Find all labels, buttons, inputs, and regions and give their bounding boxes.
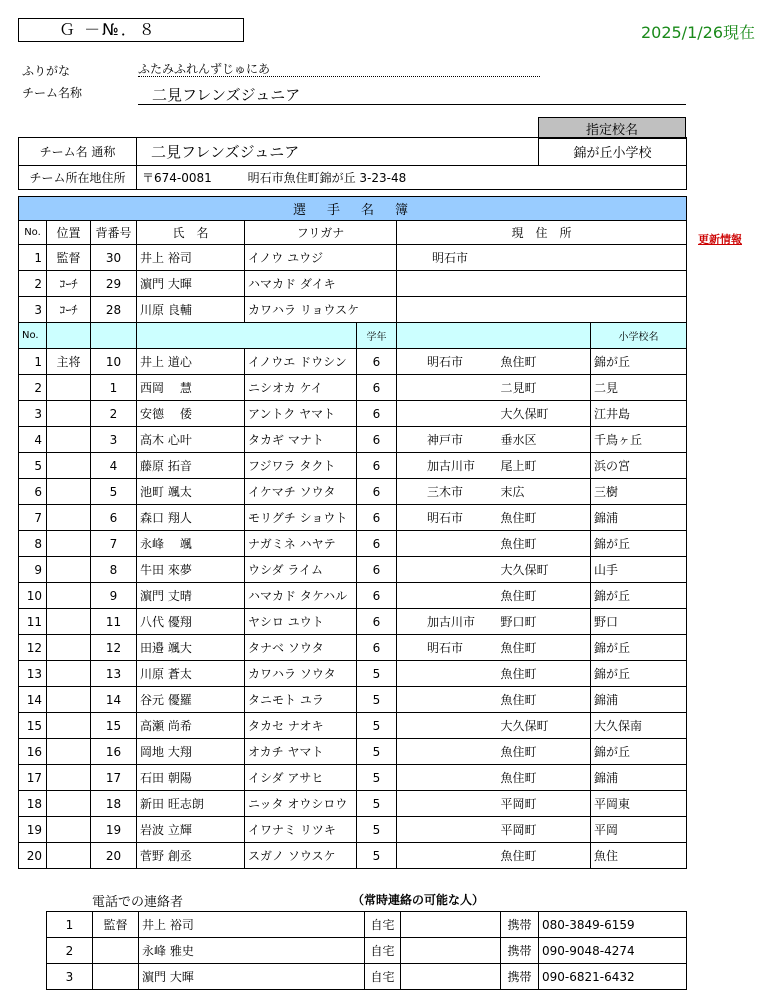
player-jersey[interactable]: 5 xyxy=(91,479,137,505)
col-position: 位置 xyxy=(47,221,91,245)
contact-row xyxy=(47,964,687,990)
staff-address[interactable] xyxy=(397,271,687,297)
player-city[interactable]: 明石市 xyxy=(397,635,497,661)
player-kana[interactable]: カワハラ ソウタ xyxy=(245,661,357,687)
player-name[interactable]: 石田 朝陽 xyxy=(137,765,245,791)
player-name[interactable]: 安德 倭 xyxy=(137,401,245,427)
player-no: 20 xyxy=(19,843,47,869)
player-school[interactable]: 千鳥ヶ丘 xyxy=(591,427,687,453)
player-no: 1 xyxy=(19,349,47,375)
contact-home-label: 自宅 xyxy=(365,938,401,964)
player-town[interactable]: 魚住町 xyxy=(497,661,591,687)
player-no: 7 xyxy=(19,505,47,531)
player-jersey[interactable]: 6 xyxy=(91,505,137,531)
player-grade[interactable]: 5 xyxy=(357,843,397,869)
staff-position[interactable]: ｺｰﾁ xyxy=(47,271,91,297)
col-address: 現 住 所 xyxy=(397,221,687,245)
player-city[interactable]: 加古川市 xyxy=(397,609,497,635)
player-kana[interactable]: イワナミ リツキ xyxy=(245,817,357,843)
player-no: 12 xyxy=(19,635,47,661)
player-town[interactable]: 魚住町 xyxy=(497,505,591,531)
player-position[interactable] xyxy=(47,635,91,661)
player-no: 9 xyxy=(19,557,47,583)
contact-role[interactable]: 監督 xyxy=(93,912,139,938)
player-kana[interactable]: ウシダ ライム xyxy=(245,557,357,583)
col2-position xyxy=(47,323,91,349)
team-name-label: チーム名称 xyxy=(22,86,83,100)
player-town[interactable]: 野口町 xyxy=(497,609,591,635)
player-city[interactable] xyxy=(397,713,497,739)
player-kana[interactable]: タナベ ソウタ xyxy=(245,635,357,661)
player-name[interactable]: 森口 翔人 xyxy=(137,505,245,531)
player-no: 15 xyxy=(19,713,47,739)
player-grade[interactable]: 5 xyxy=(357,791,397,817)
player-town[interactable]: 魚住町 xyxy=(497,739,591,765)
player-row xyxy=(19,765,687,791)
player-grade[interactable]: 6 xyxy=(357,583,397,609)
player-no: 2 xyxy=(19,375,47,401)
team-common-value[interactable]: 二見フレンズジュニア xyxy=(137,138,539,166)
contacts-title: 電話での連絡者 xyxy=(92,895,184,910)
player-city[interactable]: 明石市 xyxy=(397,349,497,375)
player-town[interactable]: 大久保町 xyxy=(497,713,591,739)
player-position[interactable] xyxy=(47,479,91,505)
player-school[interactable]: 錦が丘 xyxy=(591,739,687,765)
player-position[interactable] xyxy=(47,713,91,739)
furigana-field[interactable] xyxy=(138,60,540,77)
player-school[interactable]: 錦が丘 xyxy=(591,583,687,609)
player-position[interactable] xyxy=(47,453,91,479)
player-name[interactable]: 永峰 颯 xyxy=(137,531,245,557)
player-school[interactable]: 大久保南 xyxy=(591,713,687,739)
player-jersey[interactable]: 18 xyxy=(91,791,137,817)
player-position[interactable] xyxy=(47,661,91,687)
player-grade[interactable]: 6 xyxy=(357,557,397,583)
col-jersey: 背番号 xyxy=(91,221,137,245)
player-no: 4 xyxy=(19,427,47,453)
player-grade[interactable]: 6 xyxy=(357,531,397,557)
player-jersey[interactable]: 19 xyxy=(91,817,137,843)
player-no: 11 xyxy=(19,609,47,635)
contact-name[interactable]: 井上 裕司 xyxy=(139,912,365,938)
address-value: 明石市魚住町錦が丘 3-23-48 xyxy=(247,171,407,185)
player-jersey[interactable]: 15 xyxy=(91,713,137,739)
player-town[interactable]: 魚住町 xyxy=(497,843,591,869)
contact-home-label: 自宅 xyxy=(365,964,401,990)
player-town[interactable]: 尾上町 xyxy=(497,453,591,479)
player-school[interactable]: 錦が丘 xyxy=(591,635,687,661)
player-jersey[interactable]: 8 xyxy=(91,557,137,583)
player-no: 3 xyxy=(19,401,47,427)
player-position[interactable] xyxy=(47,609,91,635)
player-name[interactable]: 田邉 颯大 xyxy=(137,635,245,661)
player-town[interactable]: 魚住町 xyxy=(497,531,591,557)
player-kana[interactable]: モリグチ ショウト xyxy=(245,505,357,531)
player-row xyxy=(19,531,687,557)
player-city[interactable]: 三木市 xyxy=(397,479,497,505)
player-position[interactable] xyxy=(47,583,91,609)
player-school[interactable]: 錦浦 xyxy=(591,505,687,531)
address-cell[interactable] xyxy=(137,166,687,190)
player-name[interactable]: 池町 颯太 xyxy=(137,479,245,505)
g-number-box: Ｇ －№．８ xyxy=(18,18,244,42)
player-position[interactable] xyxy=(47,791,91,817)
contact-mobile-label: 携帯 xyxy=(501,964,539,990)
player-city[interactable] xyxy=(397,843,497,869)
player-row xyxy=(19,817,687,843)
player-school[interactable]: 山手 xyxy=(591,557,687,583)
col-name: 氏 名 xyxy=(137,221,245,245)
furigana-value: ふたみふれんずじゅにあ xyxy=(138,62,271,76)
col2-name xyxy=(137,323,357,349)
player-school[interactable]: 錦が丘 xyxy=(591,531,687,557)
player-school[interactable]: 魚住 xyxy=(591,843,687,869)
designated-school-value[interactable]: 錦が丘小学校 xyxy=(539,138,687,166)
player-row xyxy=(19,427,687,453)
player-grade[interactable]: 5 xyxy=(357,661,397,687)
player-school[interactable]: 錦が丘 xyxy=(591,661,687,687)
player-grade[interactable]: 5 xyxy=(357,687,397,713)
player-town[interactable]: 魚住町 xyxy=(497,635,591,661)
player-jersey[interactable]: 10 xyxy=(91,349,137,375)
team-name-value: 二見フレンズジュニア xyxy=(152,86,301,104)
player-no: 14 xyxy=(19,687,47,713)
player-position[interactable] xyxy=(47,687,91,713)
player-town[interactable]: 二見町 xyxy=(497,375,591,401)
contact-home-number[interactable] xyxy=(401,912,501,938)
player-name[interactable]: 高瀬 尚希 xyxy=(137,713,245,739)
player-jersey[interactable]: 14 xyxy=(91,687,137,713)
player-position[interactable] xyxy=(47,739,91,765)
player-kana[interactable]: ハマカド タケハル xyxy=(245,583,357,609)
designated-school-label: 指定校名 xyxy=(539,118,686,139)
player-name[interactable]: 菅野 創丞 xyxy=(137,843,245,869)
player-kana[interactable]: アントク ヤマト xyxy=(245,401,357,427)
contact-mobile-label: 携帯 xyxy=(501,912,539,938)
contact-home-number[interactable] xyxy=(401,964,501,990)
player-school[interactable]: 平岡 xyxy=(591,817,687,843)
contact-no: 3 xyxy=(47,964,93,990)
contact-row xyxy=(47,938,687,964)
player-grade[interactable]: 6 xyxy=(357,375,397,401)
player-name[interactable]: 濵門 丈晴 xyxy=(137,583,245,609)
staff-name[interactable]: 井上 裕司 xyxy=(137,245,245,271)
player-name[interactable]: 牛田 來夢 xyxy=(137,557,245,583)
player-position[interactable] xyxy=(47,843,91,869)
player-kana[interactable]: ニッタ オウシロウ xyxy=(245,791,357,817)
player-jersey[interactable]: 17 xyxy=(91,765,137,791)
contact-role[interactable] xyxy=(93,964,139,990)
player-school[interactable]: 浜の宮 xyxy=(591,453,687,479)
player-row xyxy=(19,739,687,765)
player-jersey[interactable]: 3 xyxy=(91,427,137,453)
player-city[interactable]: 神戸市 xyxy=(397,427,497,453)
player-name[interactable]: 川原 蒼太 xyxy=(137,661,245,687)
player-city[interactable] xyxy=(397,531,497,557)
player-kana[interactable]: フジワラ タクト xyxy=(245,453,357,479)
player-name[interactable]: 藤原 拓音 xyxy=(137,453,245,479)
player-kana[interactable]: イノウエ ドウシン xyxy=(245,349,357,375)
postal-code: 〒674-0081 xyxy=(142,171,212,185)
player-kana[interactable]: イケマチ ソウタ xyxy=(245,479,357,505)
player-name[interactable]: 八代 優翔 xyxy=(137,609,245,635)
player-kana[interactable]: スガノ ソウスケ xyxy=(245,843,357,869)
player-school[interactable]: 錦浦 xyxy=(591,765,687,791)
player-jersey[interactable]: 4 xyxy=(91,453,137,479)
player-school[interactable]: 三樹 xyxy=(591,479,687,505)
player-kana[interactable]: ニシオカ ケイ xyxy=(245,375,357,401)
player-kana[interactable]: タカセ ナオキ xyxy=(245,713,357,739)
staff-jersey[interactable]: 30 xyxy=(91,245,137,271)
player-position[interactable] xyxy=(47,427,91,453)
player-city[interactable] xyxy=(397,583,497,609)
contact-home-label: 自宅 xyxy=(365,912,401,938)
player-school[interactable]: 野口 xyxy=(591,609,687,635)
player-row xyxy=(19,557,687,583)
player-town[interactable]: 魚住町 xyxy=(497,583,591,609)
as-of-date: 2025/1/26現在 xyxy=(640,23,755,42)
player-city[interactable] xyxy=(397,661,497,687)
player-row xyxy=(19,843,687,869)
contact-row xyxy=(47,912,687,938)
staff-city xyxy=(400,277,432,291)
player-grade[interactable]: 5 xyxy=(357,713,397,739)
player-name[interactable]: 岡地 大翔 xyxy=(137,739,245,765)
staff-jersey[interactable]: 28 xyxy=(91,297,137,323)
player-position[interactable] xyxy=(47,375,91,401)
player-grade[interactable]: 6 xyxy=(357,453,397,479)
player-kana[interactable]: ヤシロ ユウト xyxy=(245,609,357,635)
player-school[interactable]: 平岡東 xyxy=(591,791,687,817)
player-town[interactable]: 平岡町 xyxy=(497,817,591,843)
player-name[interactable]: 岩波 立輝 xyxy=(137,817,245,843)
player-row xyxy=(19,791,687,817)
player-kana[interactable]: タカギ マナト xyxy=(245,427,357,453)
player-city[interactable] xyxy=(397,765,497,791)
player-town[interactable]: 平岡町 xyxy=(497,791,591,817)
player-grade[interactable]: 5 xyxy=(357,817,397,843)
contact-home-number[interactable] xyxy=(401,938,501,964)
player-row xyxy=(19,401,687,427)
player-no: 10 xyxy=(19,583,47,609)
staff-address[interactable] xyxy=(397,297,687,323)
staff-position[interactable]: ｺｰﾁ xyxy=(47,297,91,323)
player-grade[interactable]: 6 xyxy=(357,349,397,375)
staff-position[interactable]: 監督 xyxy=(47,245,91,271)
player-city[interactable]: 加古川市 xyxy=(397,453,497,479)
player-town[interactable]: 魚住町 xyxy=(497,687,591,713)
staff-city: 明石市 xyxy=(432,251,469,265)
player-no: 13 xyxy=(19,661,47,687)
staff-name[interactable]: 川原 良輔 xyxy=(137,297,245,323)
contacts-table xyxy=(46,911,687,990)
player-name[interactable]: 高木 心叶 xyxy=(137,427,245,453)
player-city[interactable] xyxy=(397,557,497,583)
contact-name[interactable]: 濵門 大暉 xyxy=(139,964,365,990)
player-no: 19 xyxy=(19,817,47,843)
contact-mobile-number[interactable]: 090-9048-4274 xyxy=(539,938,687,964)
player-row xyxy=(19,505,687,531)
staff-row xyxy=(19,271,687,297)
player-no: 16 xyxy=(19,739,47,765)
designated-school-table xyxy=(538,117,686,139)
player-city[interactable]: 明石市 xyxy=(397,505,497,531)
staff-no: 2 xyxy=(19,271,47,297)
contact-mobile-number[interactable]: 080-3849-6159 xyxy=(539,912,687,938)
staff-no: 1 xyxy=(19,245,47,271)
player-row xyxy=(19,713,687,739)
contacts-note: （常時連絡の可能な人） xyxy=(352,893,485,907)
col-no: No. xyxy=(19,221,47,245)
col-kana: フリガナ xyxy=(245,221,397,245)
player-kana[interactable]: ナガミネ ハヤテ xyxy=(245,531,357,557)
player-grade[interactable]: 5 xyxy=(357,765,397,791)
col2-school: 小学校名 xyxy=(591,323,687,349)
col2-address xyxy=(397,323,591,349)
player-no: 6 xyxy=(19,479,47,505)
player-position[interactable] xyxy=(47,557,91,583)
player-row xyxy=(19,661,687,687)
player-school[interactable]: 錦が丘 xyxy=(591,349,687,375)
player-row xyxy=(19,375,687,401)
player-school[interactable]: 江井島 xyxy=(591,401,687,427)
contact-no: 2 xyxy=(47,938,93,964)
roster-title: 選 手 名 簿 xyxy=(19,197,687,221)
player-row xyxy=(19,479,687,505)
player-jersey[interactable]: 11 xyxy=(91,609,137,635)
address-label: チーム所在地住所 xyxy=(19,166,137,190)
contact-mobile-number[interactable]: 090-6821-6432 xyxy=(539,964,687,990)
contact-name[interactable]: 永峰 雅史 xyxy=(139,938,365,964)
staff-jersey[interactable]: 29 xyxy=(91,271,137,297)
player-grade[interactable]: 6 xyxy=(357,635,397,661)
staff-no: 3 xyxy=(19,297,47,323)
player-no: 8 xyxy=(19,531,47,557)
col2-no: No. xyxy=(19,323,47,349)
player-town[interactable]: 末広 xyxy=(497,479,591,505)
player-jersey[interactable]: 1 xyxy=(91,375,137,401)
player-name[interactable]: 谷元 優羅 xyxy=(137,687,245,713)
furigana-label: ふりがな xyxy=(22,64,71,78)
roster-table xyxy=(18,196,687,869)
player-grade[interactable]: 6 xyxy=(357,479,397,505)
player-row xyxy=(19,583,687,609)
player-kana[interactable]: イシダ アサヒ xyxy=(245,765,357,791)
player-no: 17 xyxy=(19,765,47,791)
player-grade[interactable]: 5 xyxy=(357,739,397,765)
player-town[interactable]: 魚住町 xyxy=(497,349,591,375)
player-row xyxy=(19,609,687,635)
player-city[interactable] xyxy=(397,375,497,401)
player-kana[interactable]: オカチ ヤマト xyxy=(245,739,357,765)
player-city[interactable] xyxy=(397,401,497,427)
team-info-table xyxy=(18,137,687,190)
player-jersey[interactable]: 7 xyxy=(91,531,137,557)
player-row xyxy=(19,453,687,479)
player-jersey[interactable]: 16 xyxy=(91,739,137,765)
player-no: 18 xyxy=(19,791,47,817)
player-town[interactable]: 垂水区 xyxy=(497,427,591,453)
player-school[interactable]: 二見 xyxy=(591,375,687,401)
player-grade[interactable]: 6 xyxy=(357,505,397,531)
team-common-label: チーム名 通称 xyxy=(19,138,137,166)
staff-kana[interactable]: カワハラ リョウスケ xyxy=(245,297,397,323)
staff-city xyxy=(400,303,432,317)
staff-address[interactable] xyxy=(397,245,687,271)
player-no: 5 xyxy=(19,453,47,479)
player-jersey[interactable]: 2 xyxy=(91,401,137,427)
player-row xyxy=(19,349,687,375)
player-jersey[interactable]: 13 xyxy=(91,661,137,687)
player-grade[interactable]: 6 xyxy=(357,609,397,635)
update-info-link[interactable]: 更新情報 xyxy=(698,233,742,246)
staff-row xyxy=(19,245,687,271)
player-name[interactable]: 西岡 慧 xyxy=(137,375,245,401)
player-name[interactable]: 新田 旺志朗 xyxy=(137,791,245,817)
player-jersey[interactable]: 9 xyxy=(91,583,137,609)
roster-header-row xyxy=(19,221,687,245)
player-name[interactable]: 井上 道心 xyxy=(137,349,245,375)
player-school[interactable]: 錦浦 xyxy=(591,687,687,713)
player-kana[interactable]: タニモト ユラ xyxy=(245,687,357,713)
player-position[interactable] xyxy=(47,401,91,427)
player-city[interactable] xyxy=(397,739,497,765)
player-header-row xyxy=(19,323,687,349)
team-name-field[interactable] xyxy=(138,84,686,105)
staff-kana[interactable]: イノウ ユウジ xyxy=(245,245,397,271)
player-jersey[interactable]: 12 xyxy=(91,635,137,661)
player-grade[interactable]: 6 xyxy=(357,427,397,453)
player-town[interactable]: 大久保町 xyxy=(497,557,591,583)
contact-role[interactable] xyxy=(93,938,139,964)
col2-jersey xyxy=(91,323,137,349)
staff-kana[interactable]: ハマカド ダイキ xyxy=(245,271,397,297)
player-jersey[interactable]: 20 xyxy=(91,843,137,869)
player-position[interactable]: 主将 xyxy=(47,349,91,375)
player-grade[interactable]: 6 xyxy=(357,401,397,427)
player-city[interactable] xyxy=(397,791,497,817)
player-row xyxy=(19,687,687,713)
contact-no: 1 xyxy=(47,912,93,938)
player-position[interactable] xyxy=(47,817,91,843)
player-row xyxy=(19,635,687,661)
contact-mobile-label: 携帯 xyxy=(501,938,539,964)
staff-row xyxy=(19,297,687,323)
player-town[interactable]: 大久保町 xyxy=(497,401,591,427)
player-town[interactable]: 魚住町 xyxy=(497,765,591,791)
player-city[interactable] xyxy=(397,817,497,843)
player-position[interactable] xyxy=(47,505,91,531)
player-position[interactable] xyxy=(47,765,91,791)
staff-name[interactable]: 濵門 大暉 xyxy=(137,271,245,297)
player-position[interactable] xyxy=(47,531,91,557)
player-city[interactable] xyxy=(397,687,497,713)
col2-grade: 学年 xyxy=(357,323,397,349)
